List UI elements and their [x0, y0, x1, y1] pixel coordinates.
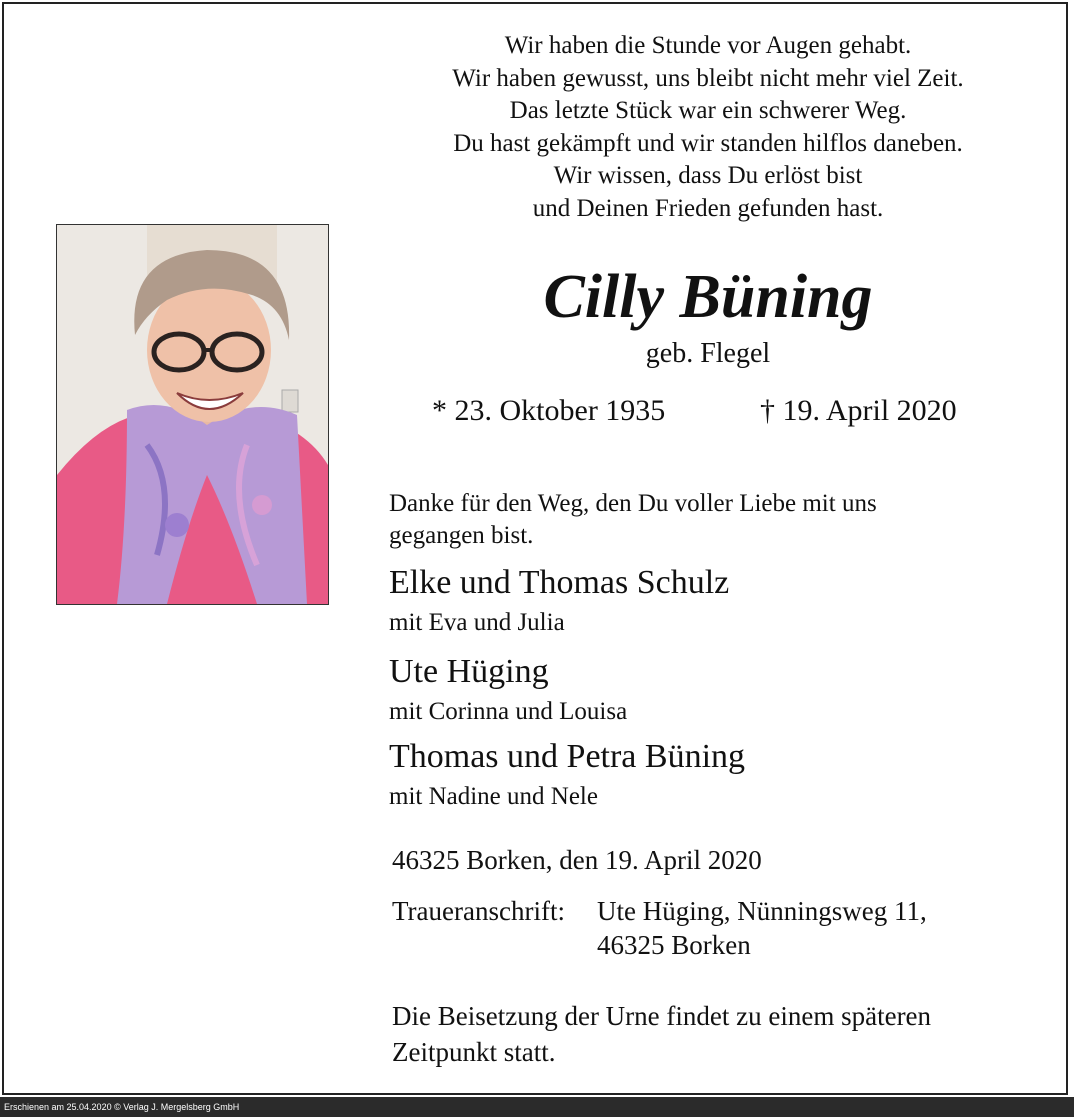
death-date: † 19. April 2020: [760, 394, 957, 427]
birth-date: * 23. Oktober 1935: [432, 394, 666, 427]
poem-line: Wir wissen, dass Du erlöst bist: [553, 162, 863, 189]
portrait-photo: [56, 224, 329, 605]
address-line: 46325 Borken: [597, 930, 751, 960]
family-children: mit Corinna und Louisa: [389, 698, 628, 725]
portrait-illustration: [57, 225, 328, 604]
burial-notice: [392, 998, 1032, 1070]
address-line: Ute Hüging, Nünningsweg 11,: [597, 896, 927, 926]
poem-line: und Deinen Frieden gefunden hast.: [532, 194, 884, 222]
family-name: Ute Hüging: [389, 653, 549, 690]
birth-name: geb. Flegel: [645, 338, 771, 369]
address-label: Traueranschrift:: [392, 896, 565, 926]
publication-footer: Erschienen am 25.04.2020 © Verlag J. Mergelsberg GmbH: [0, 1097, 1074, 1117]
poem-line: Wir haben gewusst, uns bleibt nicht mehr viel Zeit.: [452, 64, 964, 92]
family-children: mit Eva und Julia: [389, 609, 565, 636]
family-name: Elke und Thomas Schulz: [389, 564, 730, 601]
burial-line: Zeitpunkt statt.: [392, 1037, 556, 1067]
family-name: Thomas und Petra Büning: [389, 738, 746, 775]
deceased-name: Cilly Büning: [543, 263, 873, 331]
thanks-line: Danke für den Weg, den Du voller Liebe mit uns: [389, 490, 877, 517]
poem-line: Du hast gekämpft und wir standen hilflos daneben.: [453, 129, 963, 157]
poem-line: Wir haben die Stunde vor Augen gehabt.: [504, 32, 912, 59]
place-date: 46325 Borken, den 19. April 2020: [392, 845, 762, 875]
burial-line: Die Beisetzung der Urne findet zu einem späteren: [392, 1001, 932, 1031]
poem-line: Das letzte Stück war ein schwerer Weg.: [509, 97, 907, 124]
poem: [400, 30, 1016, 225]
thanks-line: gegangen bist.: [389, 522, 534, 549]
family-children: mit Nadine und Nele: [389, 783, 598, 810]
thanks-text: [389, 488, 877, 552]
